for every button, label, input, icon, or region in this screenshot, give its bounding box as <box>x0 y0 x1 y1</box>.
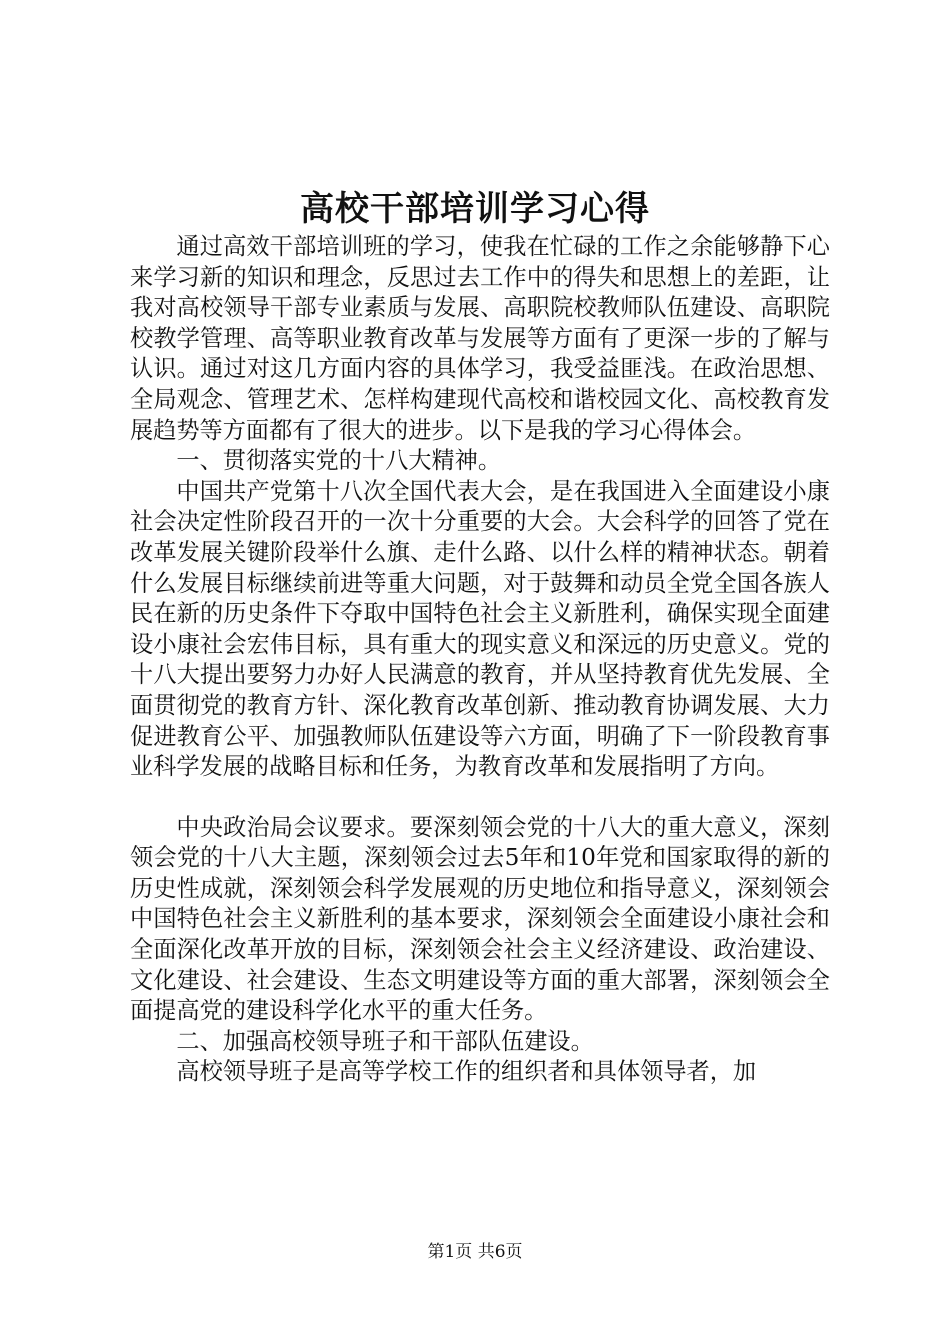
paragraph-politburo: 中央政治局会议要求。要深刻领会党的十八大的重大意义，深刻领会党的十八大主题，深刻领会过去5年和10年党和国家取得的新的历史性成就，深刻领会科学发展观的历史地位和指导意义，深刻领会中国特色社会主义新胜利的基本要求，深刻领会全面建设小康社会和全面深化改革开放的目标，深刻领会社会主义经济建设、政治建设、文化建设、社会建设、生态文明建设等方面的重大部署，深刻领会全面提高党的建设科学化水平的重大任务。 <box>130 813 830 1025</box>
paragraph-intro: 通过高效干部培训班的学习，使我在忙碌的工作之余能够静下心来学习新的知识和理念，反思过去工作中的得失和思想上的差距，让我对高校领导干部专业素质与发展、高职院校教师队伍建设、高职院校教学管理、高等职业教育改革与发展等方面有了更深一步的了解与认识。通过对这几方面内容的具体学习，我受益匪浅。在政治思想、全局观念、管理艺术、怎样构建现代高校和谐校园文化、高校教育发展趋势等方面都有了很大的进步。以下是我的学习心得体会。 <box>130 233 830 444</box>
paragraph-congress: 中国共产党第十八次全国代表大会，是在我国进入全面建设小康社会决定性阶段召开的一次十分重要的大会。大会科学的回答了党在改革发展关键阶段举什么旗、走什么路、以什么样的精神状态。朝着什么发展目标继续前进等重大问题，对于鼓舞和动员全党全国各族人民在新的历史条件下夺取中国特色社会主义新胜利，确保实现全面建设小康社会宏伟目标，具有重大的现实意义和深远的历史意义。党的十八大提出要努力办好人民满意的教育，并从坚持教育优先发展、全面贯彻党的教育方针、深化教育改革创新、推动教育协调发展、大力促进教育公平、加强教师队伍建设等六方面，明确了下一阶段教育事业科学发展的战略目标和任务，为教育改革和发展指明了方向。 <box>130 477 830 781</box>
paragraph-leadership: 高校领导班子是高等学校工作的组织者和具体领导者，加 <box>176 1058 757 1086</box>
section-heading-1: 一、贯彻落实党的十八大精神。 <box>176 447 502 475</box>
document-body <box>130 232 830 1088</box>
page-number-footer: 第1页 共6页 <box>427 1242 523 1262</box>
document-title: 高校干部培训学习心得 <box>300 189 650 229</box>
section-heading-2: 二、加强高校领导班子和干部队伍建设。 <box>176 1027 594 1055</box>
